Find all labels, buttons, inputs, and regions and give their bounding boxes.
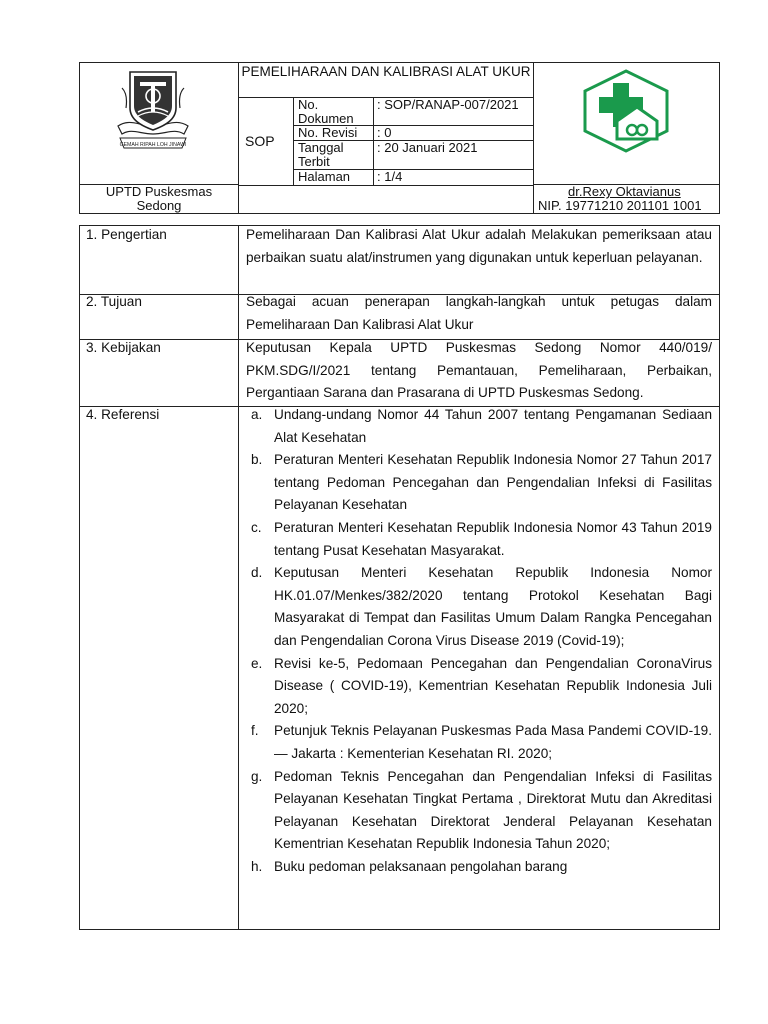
list-marker: b. [251, 452, 263, 468]
reference-text: Revisi ke-5, Pedomaan Pencegahan dan Pengendalian CoronaVirus Disease ( COVID-19), Kementrian Kesehatan Republik Indonesia Juli 2020; [274, 655, 712, 716]
list-item [239, 517, 712, 562]
signer-name: dr.Rexy Oktavianus [568, 184, 681, 199]
list-marker: g. [251, 768, 263, 784]
label-pengertian: 1. Pengertian [86, 227, 167, 242]
reference-text: Pedoman Teknis Pencegahan dan Pengendalian Infeksi di Fasilitas Pelayanan Kesehatan Tingkat Pertama , Direktorat Mutu dan Akreditasi Pelayanan Kesehatan Direktorat Jenderal Pelayanan Kesehatan Kementrian Kesehatan Republik Indonesia Tahun 2020; [274, 768, 712, 852]
list-marker: h. [251, 858, 263, 874]
reference-list [239, 404, 712, 878]
list-item [239, 449, 712, 517]
list-marker: f. [251, 723, 259, 739]
field-label-tanggal-terbit: Tanggal Terbit [298, 140, 344, 169]
label-referensi: 4. Referensi [86, 407, 160, 422]
list-marker: d. [251, 565, 263, 581]
reference-text: Peraturan Menteri Kesehatan Republik Indonesia Nomor 43 Tahun 2019 tentang Pusat Kesehatan Masyarakat. [274, 519, 712, 558]
reference-text: Petunjuk Teknis Pelayanan Puskesmas Pada Masa Pandemi COVID-19.— Jakarta : Kementerian Kesehatan RI. 2020; [274, 723, 712, 761]
field-value-no-dokumen: : SOP/RANAP-007/2021 [377, 97, 519, 112]
field-label-no-dokumen: No. Dokumen [298, 97, 354, 126]
signer-nip: NIP. 19771210 201101 1001 [538, 198, 702, 213]
seal-motto: GEMAH RIPAH LOH JINAWI [119, 142, 187, 148]
organization-name: UPTD Puskesmas Sedong [105, 184, 213, 213]
label-tujuan: 2. Tujuan [86, 294, 142, 309]
list-marker: c. [251, 519, 262, 535]
reference-text: Peraturan Menteri Kesehatan Republik Indonesia Nomor 27 Tahun 2017 tentang Pedoman Pencegahan dan Pengendalian Infeksi di Fasilitas Pelayanan Kesehatan [274, 452, 712, 513]
field-value-no-revisi: : 0 [377, 125, 392, 140]
field-label-no-revisi: No. Revisi [298, 125, 358, 140]
reference-text: Undang-undang Nomor 44 Tahun 2007 tentang Pengamanan Sediaan Alat Kesehatan [274, 407, 712, 445]
list-marker: a. [251, 407, 263, 422]
list-item [239, 653, 712, 721]
text-tujuan: Sebagai acuan penerapan langkah-langkah untuk petugas dalam Pemeliharaan Dan Kalibrasi Alat Ukur [246, 294, 712, 332]
document-title: PEMELIHARAAN DAN KALIBRASI ALAT UKUR [241, 64, 531, 79]
label-kebijakan: 3. Kebijakan [86, 340, 161, 355]
puskesmas-logo [583, 69, 669, 153]
reference-text: Keputusan Menteri Kesehatan Republik Indonesia Nomor HK.01.07/Menkes/382/2020 tentang Protokol Kesehatan Bagi Masyarakat di Tempat dan Fasilitas Umum Dalam Rangka Pencegahan dan Pengendalian Corona Virus Disease 2019 (Covid-19); [274, 565, 712, 648]
list-item [239, 720, 712, 765]
field-label-halaman: Halaman [298, 169, 351, 184]
field-value-halaman: : 1/4 [377, 169, 403, 184]
field-value-tanggal-terbit: : 20 Januari 2021 [377, 140, 478, 155]
regional-seal-logo [116, 68, 190, 154]
list-item [239, 856, 712, 879]
list-item [239, 766, 712, 856]
reference-text: Buku pedoman pelaksanaan pengolahan barang [274, 858, 568, 874]
text-pengertian: Pemeliharaan Dan Kalibrasi Alat Ukur adalah Melakukan pemeriksaan atau perbaikan suatu alat/instrumen yang digunakan untuk keperluan pelayanan. [246, 227, 712, 265]
list-item [239, 562, 712, 652]
list-marker: e. [251, 655, 263, 671]
sop-label: SOP [245, 133, 275, 149]
list-item [239, 404, 712, 449]
text-kebijakan: Keputusan Kepala UPTD Puskesmas Sedong Nomor 440/019/ PKM.SDG/I/2021 tentang Pemantauan, Pemeliharaan, Perbaikan, Pergantiaan Sarana dan Prasarana di UPTD Puskesmas Sedong. [246, 340, 712, 401]
